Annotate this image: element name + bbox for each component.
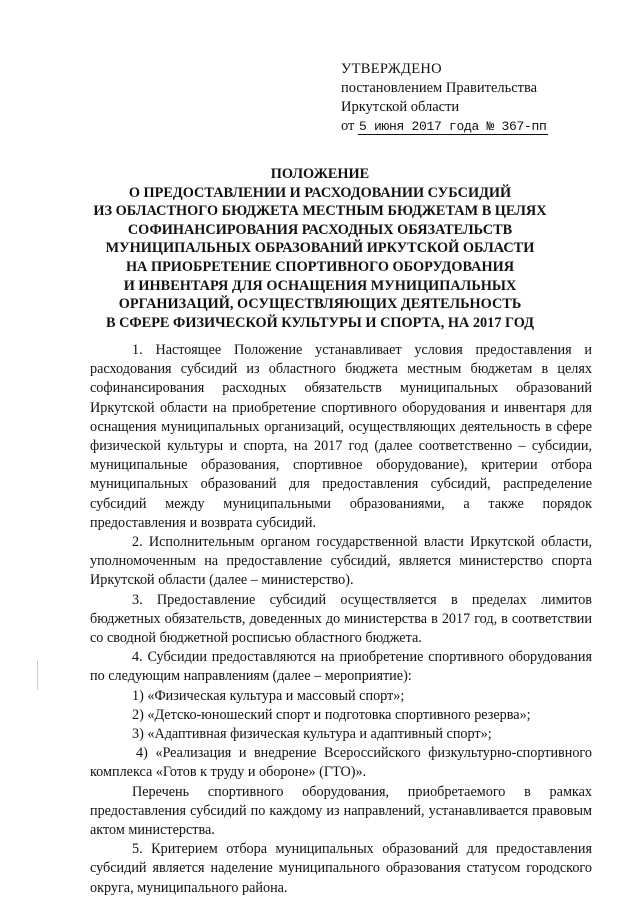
paragraph-4: 4. Субсидии предоставляются на приобретение спортивного оборудования по следующим направлениям (далее – мероприятие):: [90, 649, 592, 685]
paragraph-5: 5. Критерием отбора муниципальных образований для предоставления субсидий является наделение муниципального образования статусом городского округа, муниципального района.: [90, 841, 592, 896]
title-line: ИЗ ОБЛАСТНОГО БЮДЖЕТА МЕСТНЫМ БЮДЖЕТАМ В ЦЕЛЯХ: [93, 203, 547, 220]
approval-date-line: [341, 117, 601, 136]
paragraph-3: 3. Предоставление субсидий осуществляется в пределах лимитов бюджетных обязательств, доведенных до министерства в 2017 год, в соответствии со сводной бюджетной росписью областного бюджета.: [90, 591, 592, 647]
list-item: 4) «Реализация и внедрение Всероссийского физкультурно-спортивного комплекса «Готов к труду и обороне» (ГТО)».: [90, 745, 592, 781]
title-line: НА ПРИОБРЕТЕНИЕ СПОРТИВНОГО ОБОРУДОВАНИЯ: [125, 258, 515, 275]
document-body: [90, 341, 592, 898]
document-title: [60, 165, 580, 332]
title-line: МУНИЦИПАЛЬНЫХ ОБРАЗОВАНИЙ ИРКУТСКОЙ ОБЛАСТИ: [105, 240, 535, 257]
list-item: 2) «Детско-юношеский спорт и подготовка спортивного резерва»;: [132, 706, 531, 723]
paragraph-2: 2. Исполнительным органом государственной власти Иркутской области, уполномоченным на предоставление субсидий, является министерство спорта Иркутской области (далее – министерство).: [90, 534, 592, 589]
approval-date-prefix: от: [341, 118, 355, 134]
title-line: В СФЕРЕ ФИЗИЧЕСКОЙ КУЛЬТУРЫ И СПОРТА, НА 2017 ГОД: [105, 314, 535, 331]
title-line: СОФИНАНСИРОВАНИЯ РАСХОДНЫХ ОБЯЗАТЕЛЬСТВ: [127, 221, 513, 238]
title-line: И ИНВЕНТАРЯ ДЛЯ ОСНАЩЕНИЯ МУНИЦИПАЛЬНЫХ: [123, 277, 517, 294]
title-line: ОРГАНИЗАЦИЙ, ОСУЩЕСТВЛЯЮЩИХ ДЕЯТЕЛЬНОСТЬ: [118, 296, 522, 313]
approval-stamp: [341, 60, 601, 136]
approval-line-2: Иркутской области: [341, 99, 460, 115]
list-item: 3) «Адаптивная физическая культура и адаптивный спорт»;: [132, 726, 492, 743]
approval-date-value: 5 июня 2017 года № 367-пп: [359, 119, 547, 134]
paragraph-4-list: Перечень спортивного оборудования, приобретаемого в рамках предоставления субсидий по каждому из направлений, устанавливается правовым актом министерства.: [90, 783, 592, 839]
approval-line-1: постановлением Правительства: [341, 80, 538, 96]
approval-heading: УТВЕРЖДЕНО: [341, 61, 442, 77]
paragraph-1: 1. Настоящее Положение устанавливает условия предоставления и расходования субсидий из областного бюджета местным бюджетам в целях софинансирования расходных обязательств муниципальных образований Иркутской области на приобретение спортивного оборудования и инвентаря для оснащения муниципальных организаций, осуществляющих деятельность в сфере физической культуры и спорта, на 2017 год (далее соответственно – субсидии, муниципальные образования, спортивное оборудование), критерии отбора муниципальных образований для предоставления субсидий, распределение субсидий между муниципальными образованиями, а также порядок предоставления и возврата субсидий.: [90, 342, 592, 531]
title-line: ПОЛОЖЕНИЕ: [270, 166, 370, 182]
title-line: О ПРЕДОСТАВЛЕНИИ И РАСХОДОВАНИИ СУБСИДИЙ: [128, 184, 512, 201]
scan-margin-mark: [37, 660, 38, 690]
list-item: 1) «Физическая культура и массовый спорт»;: [132, 687, 405, 704]
